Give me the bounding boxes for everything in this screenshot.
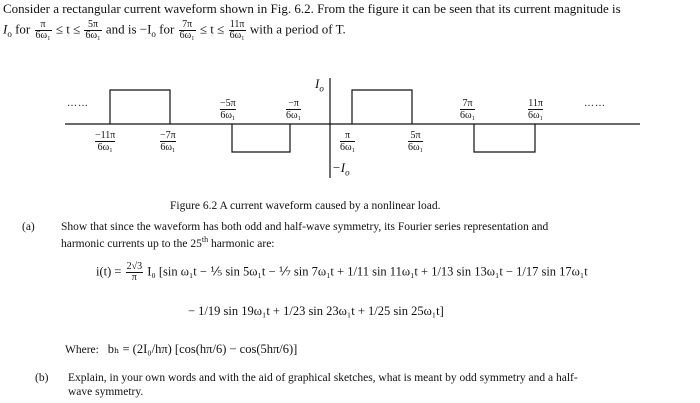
bn-formula: bₕ = (2I₀/hπ) [cos(hπ/6) − cos(5hπ/6)] xyxy=(107,342,298,356)
coef-num: 2√3 xyxy=(126,261,143,272)
pulse-neg-2 xyxy=(474,124,535,152)
part-b-text-1: Explain, in your own words and with the aid of graphical sketches, what is meant by odd symmetry and a half- xyxy=(68,372,578,384)
tick-label-pi: π 6ω₁ xyxy=(340,130,356,153)
frac-b-den: 6ω₁ xyxy=(85,30,101,41)
intro-for-2: for xyxy=(159,21,175,37)
frac-b-num: 5π xyxy=(84,20,101,31)
tick-label-11pi: 11π 6ω₁ xyxy=(528,98,544,121)
frac-a-num: π xyxy=(35,20,52,31)
where-label: Where: xyxy=(65,344,99,356)
fourier-eq-line-2: − 1/19 sin 19ω₁t + 1/23 sin 23ω₁t + 1/25 sin 25ω₁t] xyxy=(188,304,444,318)
part-b-text-2: wave symmetry. xyxy=(68,386,144,398)
part-b-label: (b) xyxy=(35,372,49,384)
fourier-eq-line-1 xyxy=(96,262,588,283)
intro-I0-sub: o xyxy=(7,29,12,40)
part-a-label: (a) xyxy=(22,221,35,233)
frac-c-den: 6ω₁ xyxy=(179,30,195,41)
tick-label-neg-7pi: −7π 6ω₁ xyxy=(160,130,176,153)
frac-a-den: 6ω₁ xyxy=(35,30,51,41)
and-is-sub: o xyxy=(151,29,156,40)
part-a-text-2: harmonic currents up to the 25th harmonic are: xyxy=(61,235,275,250)
intro-for: for xyxy=(15,21,31,37)
neg-I0-label: $-I_o$ xyxy=(332,160,350,178)
and-is: and is −I xyxy=(105,21,152,37)
where-line xyxy=(65,341,297,357)
tick-label-7pi: 7π 6ω₁ xyxy=(460,98,476,121)
eq-lhs: i(t) = xyxy=(96,264,122,279)
figure-caption: Figure 6.2 A current waveform caused by a nonlinear load. xyxy=(170,200,441,212)
pulse-neg-1 xyxy=(232,124,290,152)
intro-period: with a period of T. xyxy=(249,21,346,37)
pulse-pos-1 xyxy=(110,90,170,124)
I0-top-label: $I_o$ xyxy=(315,76,324,94)
intro-line-1: Consider a rectangular current waveform shown in Fig. 6.2. From the figure it can be seen that its current magnitude is xyxy=(3,1,621,16)
frac-d-den: 6ω₁ xyxy=(229,30,245,41)
tick-label-neg-5pi: −5π 6ω₁ xyxy=(220,98,236,121)
frac-d-num: 11π xyxy=(229,19,245,30)
dots-right: …… xyxy=(584,98,606,109)
tick-label-5pi: 5π 6ω₁ xyxy=(408,130,424,153)
le-t-le-2: ≤ t ≤ xyxy=(199,21,225,37)
le-t-le-1: ≤ t ≤ xyxy=(55,21,81,37)
part-a-text-1: Show that since the waveform has both odd and half-wave symmetry, its Fourier series representation and xyxy=(61,221,549,233)
tick-label-neg-pi: −π 6ω₁ xyxy=(286,98,302,121)
intro-I0: I xyxy=(3,21,8,37)
dots-left: …… xyxy=(67,98,89,109)
tick-label-neg-11pi: −11π 6ω₁ xyxy=(95,130,116,153)
coef-den: π xyxy=(131,272,137,283)
pulse-pos-2 xyxy=(352,90,412,124)
frac-c-num: 7π xyxy=(179,20,196,31)
eq-body-1: I₀ [sin ω₁t − ⅕ sin 5ω₁t − ⅐ sin 7ω₁t + 1/11 sin 11ω₁t + 1/13 sin 13ω₁t − 1/17 sin 17ω₁t xyxy=(147,264,588,279)
